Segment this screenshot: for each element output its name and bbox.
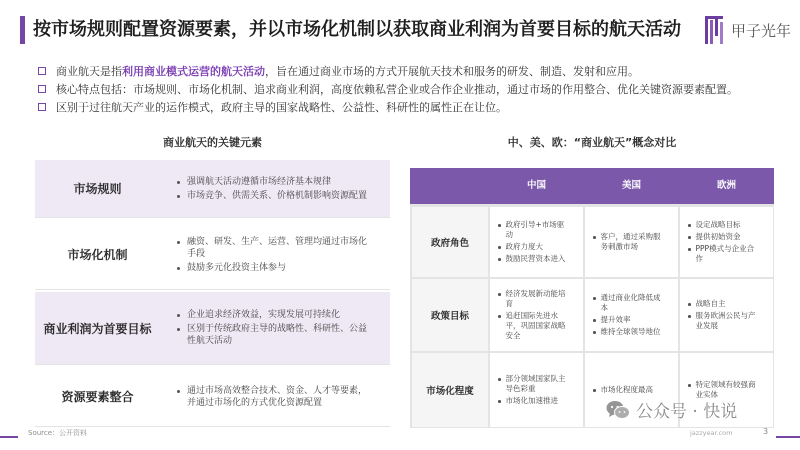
bullet-dot-icon xyxy=(688,224,691,227)
page-number: 3 xyxy=(763,427,769,436)
cell-bullet-text: 提升效率 xyxy=(600,315,631,324)
bullet-dot-icon xyxy=(688,236,691,239)
cell-bullet-list xyxy=(680,297,756,333)
square-bullet-icon xyxy=(38,103,46,111)
key-element-point xyxy=(175,323,380,347)
cell-bullet xyxy=(497,242,566,252)
key-element-point xyxy=(175,385,380,409)
cell-bullet-list xyxy=(490,372,566,408)
key-elements-heading: 商业航天的关键元素 xyxy=(163,136,262,149)
key-element-label: 资源要素整合 xyxy=(61,390,134,404)
key-element-point-text: 强调航天活动遵循市场经济基本规律 xyxy=(187,176,332,187)
cell-bullet xyxy=(592,327,661,337)
cell-bullet xyxy=(592,315,661,325)
bullet-dot-icon xyxy=(498,224,501,227)
cell-bullet xyxy=(497,254,566,264)
column-header-usa: 美国 xyxy=(621,180,641,191)
key-element-points xyxy=(175,307,380,349)
comparison-header-row xyxy=(410,168,774,204)
intro-bullet xyxy=(38,80,738,98)
cell-bullet-list xyxy=(585,383,661,397)
watermark-text: 公众号 · 快说 xyxy=(636,402,738,422)
footer-accent-line-right xyxy=(776,436,800,438)
cell-bullet-text: 市场化程度最高 xyxy=(600,385,653,394)
intro-bullet-list xyxy=(38,62,738,116)
cell-bullet-text: 市场化加速推进 xyxy=(505,396,558,405)
key-element-row xyxy=(35,367,390,427)
cell-bullet-text: 设定战略目标 xyxy=(695,220,741,229)
key-element-point xyxy=(175,309,380,321)
key-element-points xyxy=(175,383,380,411)
column-header-china: 中国 xyxy=(526,180,546,191)
cell-bullet-text: 追赶国际先进水平，巩固国家战略安全 xyxy=(505,311,566,340)
key-element-point-text: 鼓励多元化投资主体参与 xyxy=(187,262,287,273)
cell-bullet-text: 特定领域有较强商业实体 xyxy=(695,380,756,399)
table-cell xyxy=(490,353,583,427)
key-element-point xyxy=(175,176,380,188)
bullet-dot-icon xyxy=(498,400,501,403)
cell-bullet xyxy=(687,220,756,230)
key-element-point-text: 企业追求经济效益，实现发展可持续化 xyxy=(187,310,341,320)
bullet-dot-icon xyxy=(498,246,501,249)
bullet-dot-icon xyxy=(688,303,691,306)
bullet-dot-icon xyxy=(593,331,596,334)
bullet-dot-icon xyxy=(177,195,180,198)
key-element-row xyxy=(35,292,390,365)
comparison-table xyxy=(410,168,774,428)
intro-bullet-text: 区别于过往航天产业的运作模式，政府主导的国家战略性、公益性、科研性的属性正在让位。 xyxy=(56,101,507,114)
intro-bullet-highlight: 利用商业模式运营的航天活动 xyxy=(122,65,265,78)
bullet-dot-icon xyxy=(177,241,180,244)
cell-bullet xyxy=(497,289,566,309)
title-accent-bar xyxy=(20,16,25,44)
key-element-label: 商业利润为首要目标 xyxy=(43,321,152,336)
wechat-watermark xyxy=(606,397,737,422)
cell-bullet-list xyxy=(585,291,661,339)
cell-bullet-text: 提供初始资金 xyxy=(695,232,741,241)
column-header-europe: 欧洲 xyxy=(716,180,736,191)
bullet-dot-icon xyxy=(177,328,180,331)
intro-bullet-text: 核心特点包括：市场规则、市场化机制、追求商业利润，高度依赖私营企业或合作企业推动，通过市场的作用整合、优化关键资源要素配置。 xyxy=(56,83,738,96)
key-element-point xyxy=(175,190,380,202)
bullet-dot-icon xyxy=(498,258,501,261)
key-element-points xyxy=(175,234,380,276)
bullet-dot-icon xyxy=(498,315,501,318)
table-cell xyxy=(680,207,773,277)
cell-bullet-text: 服务欧洲公民与产业发展 xyxy=(695,311,756,330)
cell-bullet xyxy=(497,311,566,341)
cell-bullet-text: 政府引导+市场驱动 xyxy=(505,220,565,239)
cell-bullet-list xyxy=(490,218,566,266)
page-title: 按市场规则配置资源要素，并以市场化机制以获取商业利润为首要目标的航天活动 xyxy=(33,19,681,40)
intro-bullet xyxy=(38,62,738,80)
bullet-dot-icon xyxy=(177,181,180,184)
row-label-government-role: 政府角色 xyxy=(412,207,488,277)
key-element-point-text: 区别于传统政府主导的战略性、科研性、公益性航天活动 xyxy=(187,324,368,346)
bullet-dot-icon xyxy=(593,389,596,392)
brand-logo xyxy=(704,13,791,47)
intro-bullet-text: 商业航天是指 xyxy=(56,65,122,78)
cell-bullet xyxy=(497,220,566,240)
table-cell xyxy=(490,207,583,277)
cell-bullet xyxy=(687,299,756,309)
cell-bullet xyxy=(497,374,566,394)
cell-bullet-text: 经济发展新动能培育 xyxy=(505,289,566,308)
footer-accent-line-left xyxy=(0,436,18,438)
cell-bullet xyxy=(687,311,756,331)
key-element-point-text: 通过市场高效整合技术、资金、人才等要素，并通过市场化的方式优化资源配置 xyxy=(187,385,368,408)
bullet-dot-icon xyxy=(688,315,691,318)
logo-text: 甲子光年 xyxy=(731,21,792,40)
square-bullet-icon xyxy=(38,85,46,93)
wechat-icon xyxy=(606,399,630,421)
key-elements-table xyxy=(35,160,390,428)
cell-bullet-text: 部分领域国家队主导色彩重 xyxy=(505,374,566,393)
table-cell xyxy=(585,207,678,277)
cell-bullet-text: 战略自主 xyxy=(695,299,726,308)
cell-bullet-list xyxy=(585,230,661,254)
cell-bullet xyxy=(497,396,566,406)
cell-bullet-text: 客户，通过采购服务刺激市场 xyxy=(600,232,661,251)
table-cell xyxy=(490,279,583,351)
key-element-label: 市场规则 xyxy=(73,182,122,196)
cell-bullet xyxy=(592,232,661,252)
cell-bullet-text: 通过商业化降低成本 xyxy=(600,293,661,312)
bullet-dot-icon xyxy=(593,236,596,239)
bullet-dot-icon xyxy=(593,319,596,322)
bullet-dot-icon xyxy=(498,293,501,296)
bullet-dot-icon xyxy=(177,390,180,393)
cell-bullet-text: 维持全球领导地位 xyxy=(600,327,661,336)
bullet-dot-icon xyxy=(688,248,691,251)
cell-bullet xyxy=(687,244,756,264)
key-element-point-text: 融资、研发、生产、运营、管理均通过市场化手段 xyxy=(187,236,368,259)
square-bullet-icon xyxy=(38,67,46,75)
key-element-point xyxy=(175,262,380,274)
table-cell xyxy=(680,279,773,351)
intro-bullet-text: ，旨在通过商业市场的方式开展航天技术和服务的研发、制造、发射和应用。 xyxy=(265,65,639,78)
cell-bullet xyxy=(592,385,661,395)
key-element-points xyxy=(175,174,380,204)
key-element-point-text: 市场竞争、供需关系、价格机制影响资源配置 xyxy=(187,190,368,201)
row-label-marketization: 市场化程度 xyxy=(412,353,488,427)
row-label-policy-goal: 政策目标 xyxy=(412,279,488,351)
key-element-row xyxy=(35,220,390,290)
bullet-dot-icon xyxy=(688,384,691,387)
key-element-point xyxy=(175,236,380,260)
cell-bullet-list xyxy=(680,218,756,266)
source-note: Source：公开资料 xyxy=(28,429,88,437)
cell-bullet-list xyxy=(490,287,566,343)
cell-bullet-text: PPP模式与企业合作 xyxy=(695,244,755,263)
bullet-dot-icon xyxy=(498,378,501,381)
footer-site: jazzyear.com xyxy=(690,429,733,437)
jiazi-logo-icon xyxy=(704,14,726,46)
cell-bullet xyxy=(592,293,661,313)
key-element-row xyxy=(35,160,390,218)
intro-bullet xyxy=(38,98,738,116)
cell-bullet-text: 鼓励民营资本进入 xyxy=(505,254,566,263)
bullet-dot-icon xyxy=(177,267,180,270)
key-element-label: 市场化机制 xyxy=(67,248,128,262)
comparison-heading: 中、美、欧：“商业航天”概念对比 xyxy=(507,136,677,149)
cell-bullet-text: 政府力度大 xyxy=(505,242,543,251)
bullet-dot-icon xyxy=(177,314,180,317)
table-cell xyxy=(585,279,678,351)
cell-bullet xyxy=(687,232,756,242)
bullet-dot-icon xyxy=(593,297,596,300)
